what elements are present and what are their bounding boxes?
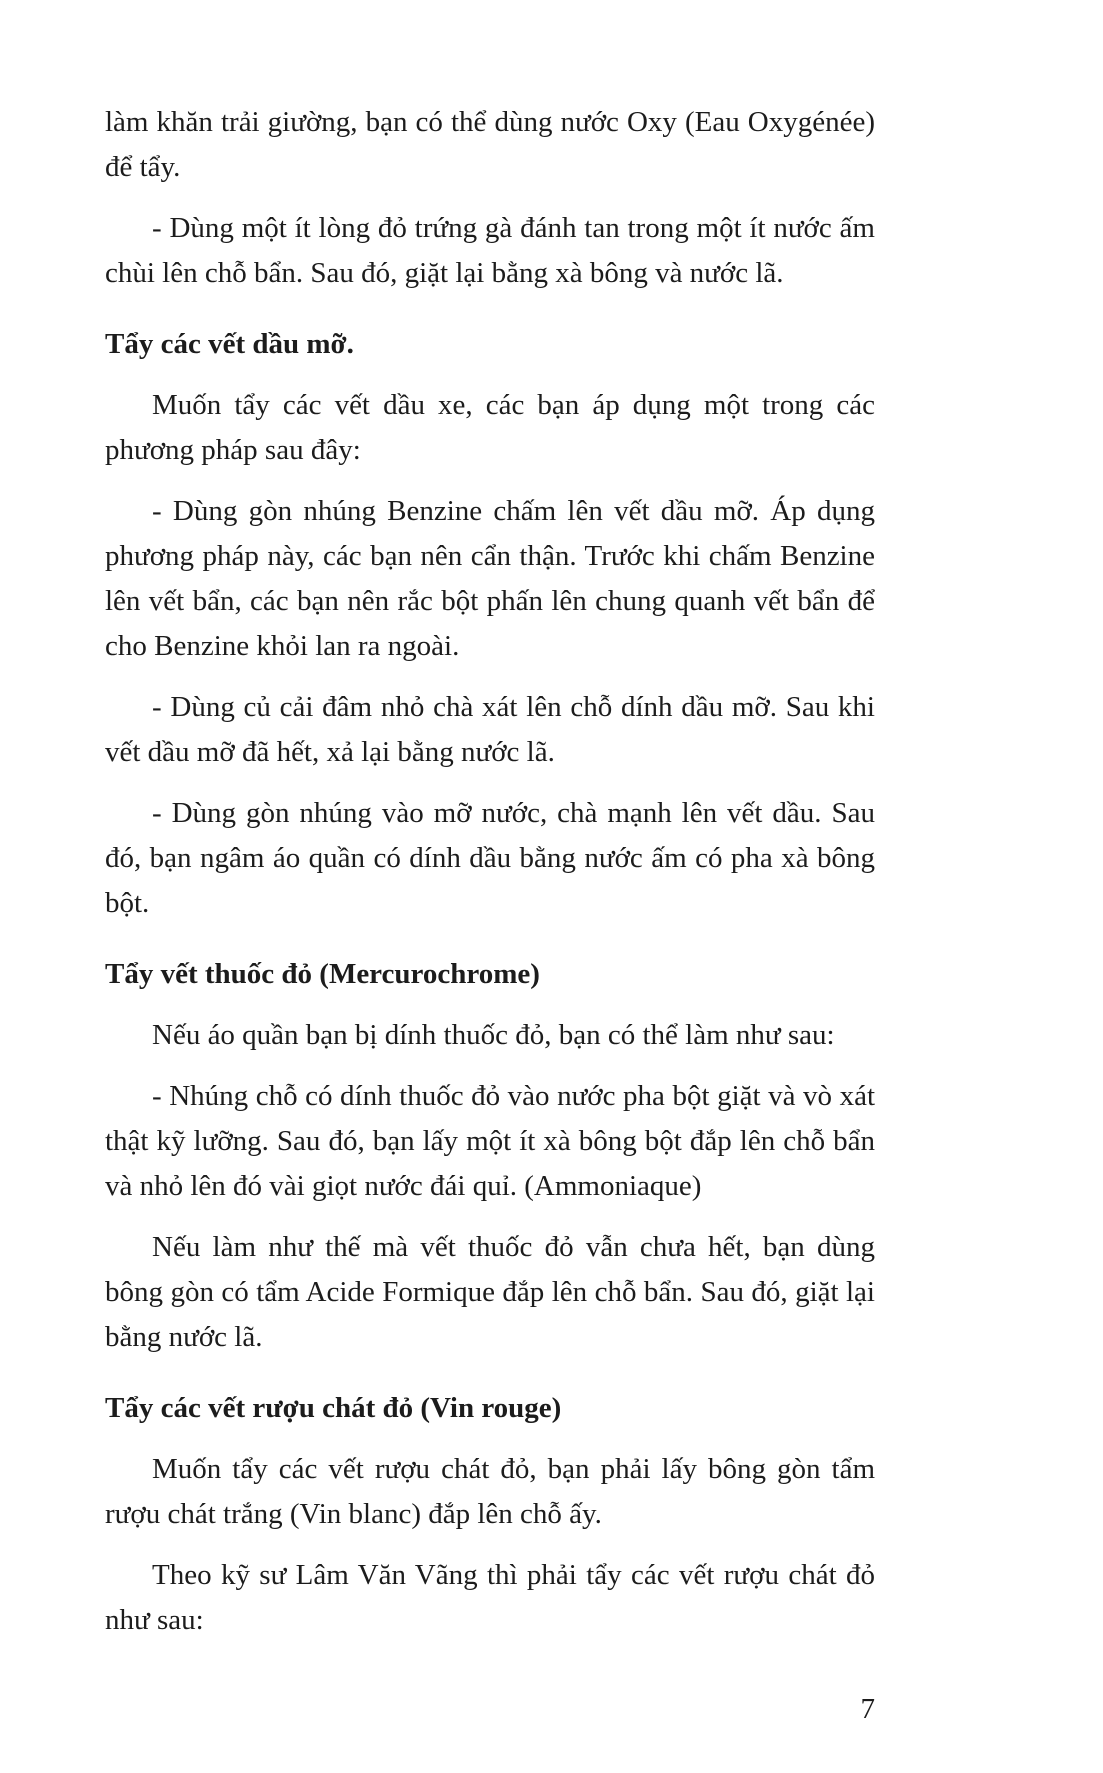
page-number: 7 [860,1693,875,1725]
section-heading-grease-stains: Tẩy các vết dầu mỡ. [105,328,354,360]
paragraph-benzine-method: - Dùng gòn nhúng Benzine chấm lên vết dầu mỡ. Áp dụng phương pháp này, các bạn nên cẩn thận. Trước khi chấm Benzine lên vết bẩn, các bạn nên rắc bột phấn lên chung quanh vết bẩn để cho Benzine khỏi lan ra ngoài. [105,495,875,662]
paragraph-lard-method: - Dùng gòn nhúng vào mỡ nước, chà mạnh lên vết dầu. Sau đó, bạn ngâm áo quần có dính dầu bằng nước ấm có pha xà bông bột. [105,797,875,919]
paragraph-radish-method: - Dùng củ cải đâm nhỏ chà xát lên chỗ dính dầu mỡ. Sau khi vết dầu mỡ đã hết, xả lại bằng nước lã. [105,691,875,768]
section-heading-vin-rouge: Tẩy các vết rượu chát đỏ (Vin rouge) [105,1392,562,1424]
paragraph-oxy-continuation: làm khăn trải giường, bạn có thể dùng nước Oxy (Eau Oxygénée) để tẩy. [105,106,875,183]
paragraph-grease-intro: Muốn tẩy các vết dầu xe, các bạn áp dụng một trong các phương pháp sau đây: [105,389,875,466]
paragraph-vin-blanc-method: Muốn tẩy các vết rượu chát đỏ, bạn phải lấy bông gòn tẩm rượu chát trắng (Vin blanc) đắp lên chỗ ấy. [105,1453,875,1530]
section-heading-mercurochrome: Tẩy vết thuốc đỏ (Mercurochrome) [105,958,540,990]
paragraph-acide-formique: Nếu làm như thế mà vết thuốc đỏ vẫn chưa hết, bạn dùng bông gòn có tẩm Acide Formique đắp lên chỗ bẩn. Sau đó, giặt lại bằng nước lã. [105,1231,875,1353]
paragraph-egg-yolk-method: - Dùng một ít lòng đỏ trứng gà đánh tan trong một ít nước ấm chùi lên chỗ bẩn. Sau đó, giặt lại bằng xà bông và nước lã. [105,212,875,289]
paragraph-mercurochrome-soak: - Nhúng chỗ có dính thuốc đỏ vào nước pha bột giặt và vò xát thật kỹ lưỡng. Sau đó, bạn lấy một ít xà bông bột đắp lên chỗ bẩn và nhỏ lên đó vài giọt nước đái quỉ. (Ammoniaque) [105,1080,875,1202]
paragraph-mercurochrome-intro: Nếu áo quần bạn bị dính thuốc đỏ, bạn có thể làm như sau: [152,1019,835,1051]
paragraph-engineer-intro: Theo kỹ sư Lâm Văn Vãng thì phải tẩy các vết rượu chát đỏ như sau: [105,1559,875,1636]
